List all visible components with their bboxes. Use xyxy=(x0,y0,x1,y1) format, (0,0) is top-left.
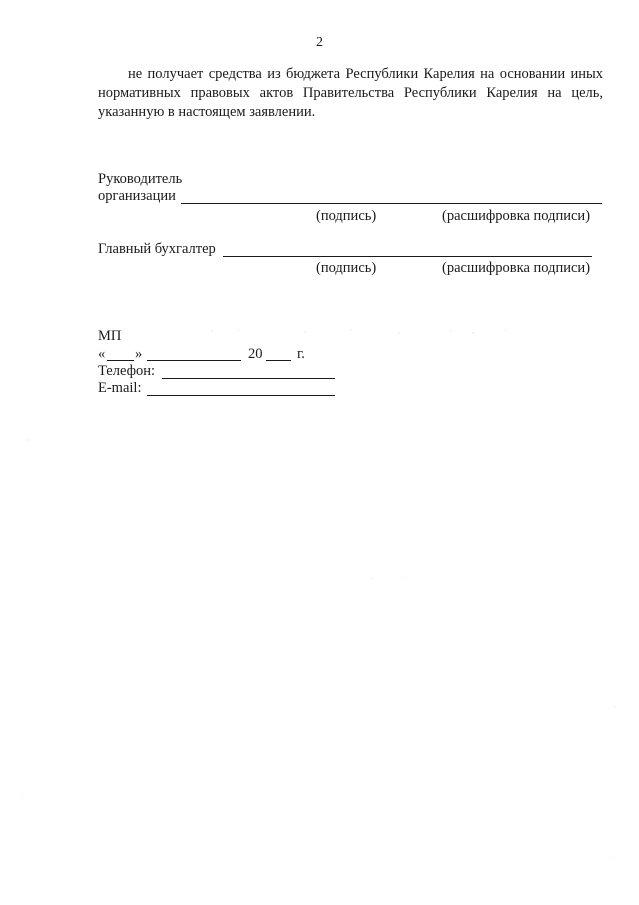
phone-line xyxy=(162,378,335,379)
email-line xyxy=(147,395,335,396)
phone-label: Телефон: xyxy=(98,363,156,379)
accountant-signature-line xyxy=(223,256,592,257)
date-open-quote: « xyxy=(98,346,106,362)
head-label-line1: Руководитель xyxy=(98,171,183,187)
accountant-label: Главный бухгалтер xyxy=(98,241,216,257)
stamp-label: МП xyxy=(98,328,122,344)
body-paragraph: не получает средства из бюджета Республики Карелия на основании иных нормативных правовых актов Правительства Республики Карелия на цель, указанную в настоящем заявлении. xyxy=(98,66,603,120)
date-year-prefix: 20 xyxy=(248,346,263,362)
date-close-quote: » xyxy=(135,346,143,362)
accountant-caption-signature: (подпись) xyxy=(316,260,377,276)
accountant-caption-decoding: (расшифровка подписи) xyxy=(442,260,591,276)
date-month-line xyxy=(147,360,241,361)
head-caption-decoding: (расшифровка подписи) xyxy=(442,208,591,224)
head-label-line2: организации xyxy=(98,188,176,204)
date-year-line xyxy=(266,360,291,361)
email-label: E-mail: xyxy=(98,380,142,396)
date-year-suffix: г. xyxy=(297,346,305,362)
head-signature-line xyxy=(181,203,602,204)
date-day-line xyxy=(107,360,134,361)
page-number: 2 xyxy=(316,35,323,50)
head-caption-signature: (подпись) xyxy=(316,208,377,224)
